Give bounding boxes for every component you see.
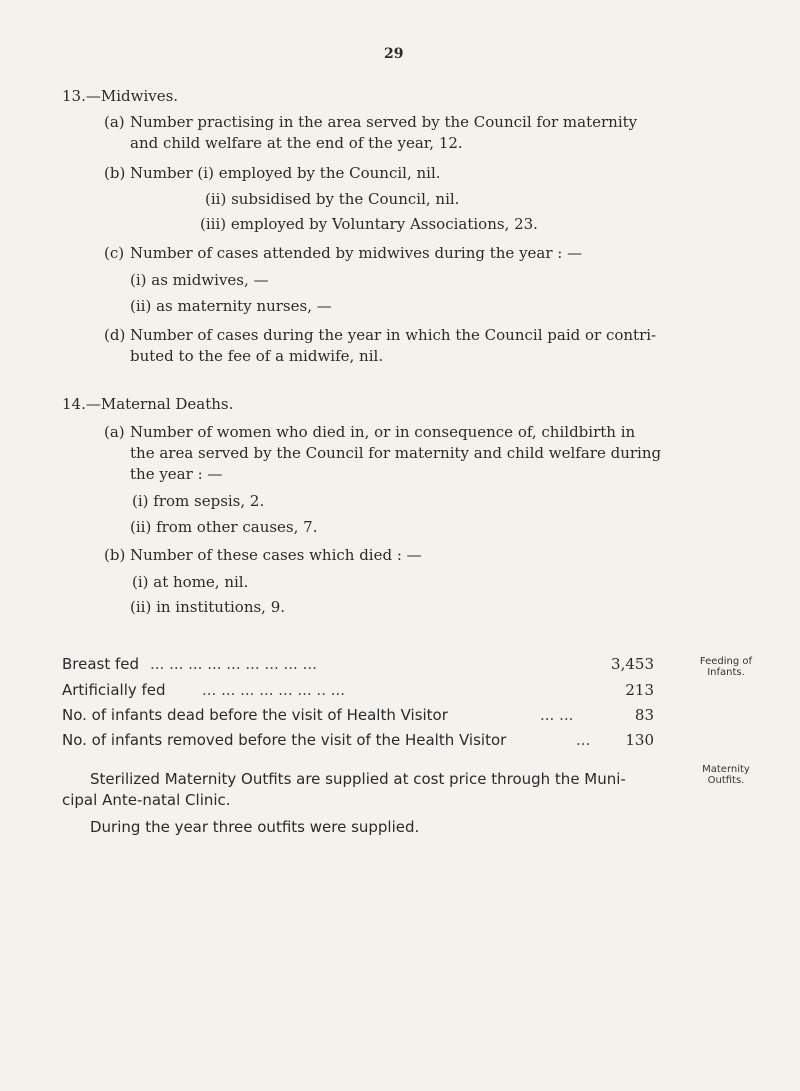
section-14-heading: 14.—Maternal Deaths.: [62, 395, 234, 413]
outfits-para-line1: Sterilized Maternity Outfits are supplied at cost price through the Muni-: [90, 770, 626, 788]
margin-note-line: Feeding of: [699, 656, 753, 667]
sec14-b-i: (i) at home, nil.: [132, 573, 249, 591]
sec13-b-line2: (ii) subsidised by the Council, nil.: [205, 190, 460, 208]
sec13-c-i: (i) as midwives, —: [130, 271, 269, 289]
page-number: 29: [384, 46, 404, 62]
feeding-row-leader: ... ... ... ... ... ... ... ... ...: [150, 655, 317, 673]
sec14-b-label: (b): [104, 546, 126, 564]
margin-note-line: Outfits.: [707, 775, 745, 786]
feeding-row-value: 213: [625, 681, 654, 699]
sec13-c-ii: (ii) as maternity nurses, —: [130, 297, 332, 315]
sec13-d-line1: Number of cases during the year in which the Council paid or contri-: [130, 326, 657, 344]
sec13-b-line1: Number (i) employed by the Council, nil.: [130, 164, 441, 182]
sec13-d-line2: buted to the fee of a midwife, nil.: [130, 347, 384, 365]
feeding-row-value: 3,453: [611, 655, 654, 673]
sec14-a-line3: the year : —: [130, 465, 223, 483]
sec13-c-line1: Number of cases attended by midwives during the year : —: [130, 244, 583, 262]
sec13-b-label: (b): [104, 164, 126, 182]
feeding-row-leader: ... ...: [540, 706, 574, 724]
outfits-para-line2: cipal Ante-natal Clinic.: [62, 791, 231, 809]
sec13-a-label: (a): [104, 113, 125, 131]
outfits-margin-note: [688, 764, 764, 786]
sec13-d-label: (d): [104, 326, 126, 344]
sec14-a-ii: (ii) from other causes, 7.: [130, 518, 318, 536]
sec13-b-line3: (iii) employed by Voluntary Associations, 23.: [200, 215, 538, 233]
sec14-a-line1: Number of women who died in, or in consequence of, childbirth in: [130, 423, 636, 441]
outfits-para2: During the year three outfits were supplied.: [90, 818, 420, 836]
sec14-a-line2: the area served by the Council for maternity and child welfare during: [130, 444, 662, 462]
feeding-row-label: No. of infants removed before the visit of the Health Visitor: [62, 731, 507, 749]
feeding-row-label: No. of infants dead before the visit of Health Visitor: [62, 706, 448, 724]
margin-note-line: Infants.: [707, 667, 745, 678]
sec14-a-i: (i) from sepsis, 2.: [132, 492, 265, 510]
feeding-row-value: 130: [625, 731, 654, 749]
feeding-row-value: 83: [634, 706, 654, 724]
sec14-b-ii: (ii) in institutions, 9.: [130, 598, 286, 616]
feeding-row-label: Breast fed: [62, 655, 140, 673]
margin-note-line: Maternity: [702, 764, 750, 775]
feeding-margin-note: [688, 656, 764, 678]
sec13-a-line1: Number practising in the area served by the Council for maternity: [130, 113, 638, 131]
feeding-row-leader: ... ... ... ... ... ... .. ...: [202, 681, 346, 699]
feeding-row-label: Artificially fed: [62, 681, 166, 699]
sec14-a-label: (a): [104, 423, 125, 441]
feeding-row-leader: ...: [576, 731, 591, 749]
section-13-heading: 13.—Midwives.: [62, 87, 179, 105]
sec14-b-line1: Number of these cases which died : —: [130, 546, 422, 564]
sec13-c-label: (c): [104, 244, 125, 262]
sec13-a-line2: and child welfare at the end of the year, 12.: [130, 134, 463, 152]
